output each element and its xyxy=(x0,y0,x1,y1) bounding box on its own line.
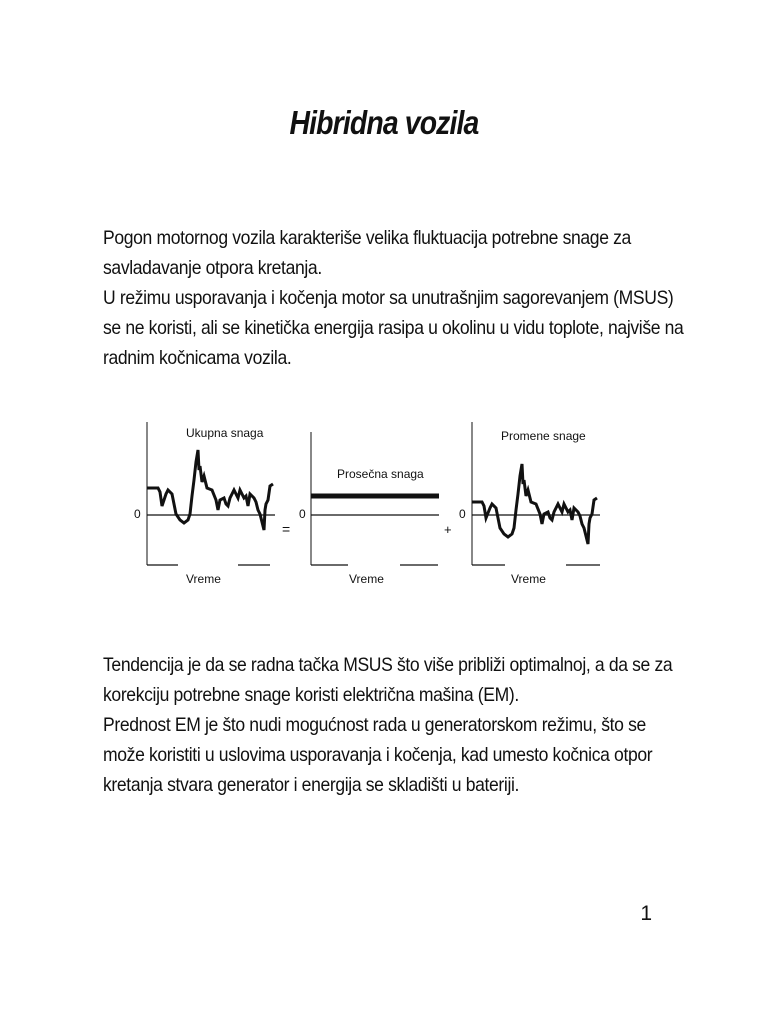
x-axis-label: Vreme xyxy=(349,572,384,586)
figure-svg xyxy=(120,410,620,595)
conclusion-line: kretanja stvara generator i energija se skladišti u bateriji. xyxy=(103,774,520,796)
panel-title: Ukupna snaga xyxy=(186,426,264,440)
zero-label: 0 xyxy=(459,507,466,521)
intro-line: savladavanje otpora kretanja. xyxy=(103,257,322,279)
conclusion-paragraph xyxy=(103,650,673,800)
conclusion-line: Prednost EM je što nudi mogućnost rada u generatorskom režimu, što se xyxy=(103,714,646,736)
total-power-trace xyxy=(147,450,273,530)
equals-operator: = xyxy=(282,521,291,537)
intro-line: U režimu usporavanja i kočenja motor sa unutrašnjim sagorevanjem (MSUS) xyxy=(103,287,674,309)
intro-line: radnim kočnicama vozila. xyxy=(103,347,292,369)
panel-average-power xyxy=(299,432,439,586)
panel-power-changes xyxy=(459,422,600,586)
power-decomposition-figure xyxy=(120,410,620,595)
intro-paragraph xyxy=(103,223,684,373)
conclusion-line: Tendencija je da se radna tačka MSUS što više približi optimalnoj, a da se za xyxy=(103,654,673,676)
page-number: 1 xyxy=(640,902,652,925)
plus-operator: + xyxy=(444,522,452,537)
panel-total-power xyxy=(134,422,275,586)
panel-title: Prosečna snaga xyxy=(337,467,424,481)
page-title: Hibridna vozila xyxy=(289,104,479,141)
zero-label: 0 xyxy=(134,507,141,521)
x-axis-label: Vreme xyxy=(186,572,221,586)
intro-line: Pogon motornog vozila karakteriše velika fluktuacija potrebne snage za xyxy=(103,227,631,249)
x-axis-label: Vreme xyxy=(511,572,546,586)
panel-title: Promene snage xyxy=(501,429,586,443)
conclusion-line: može koristiti u uslovima usporavanja i kočenja, kad umesto kočnica otpor xyxy=(103,744,653,766)
conclusion-line: korekciju potrebne snage koristi električna mašina (EM). xyxy=(103,684,519,706)
zero-label: 0 xyxy=(299,507,306,521)
power-change-trace xyxy=(472,464,597,544)
intro-line: se ne koristi, ali se kinetička energija rasipa u okolinu u vidu toplote, najviše na xyxy=(103,317,684,339)
